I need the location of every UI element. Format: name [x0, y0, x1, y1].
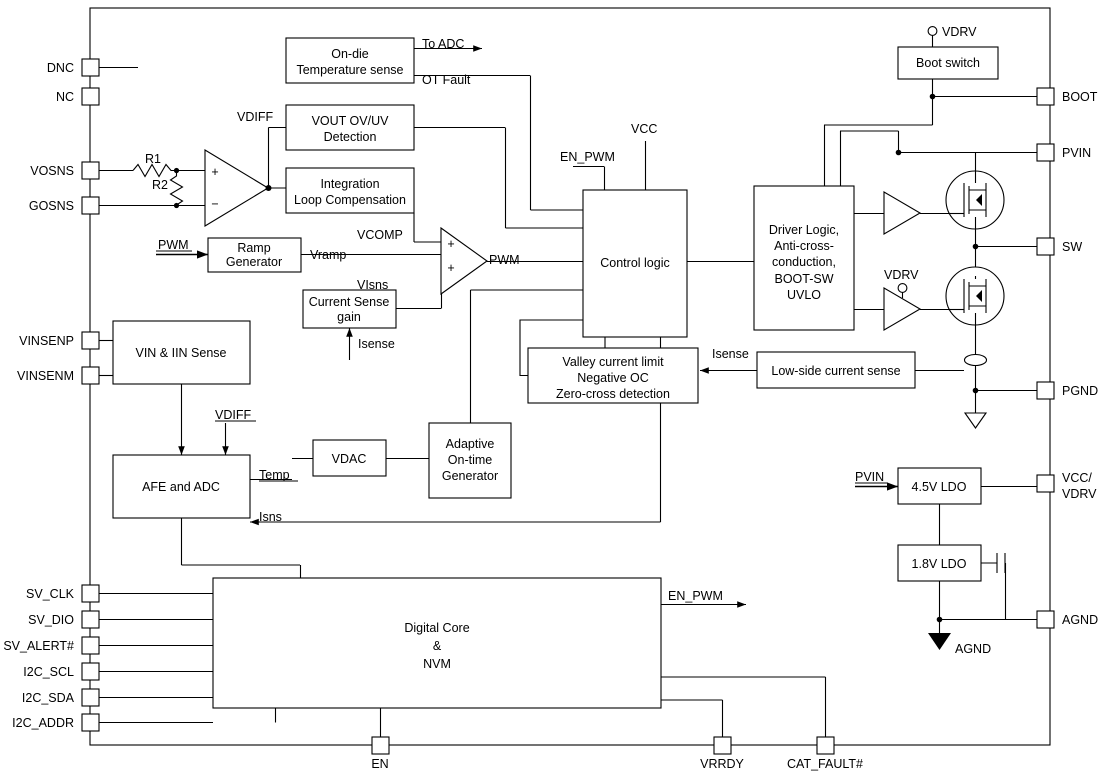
pin-pad-dnc	[82, 59, 99, 76]
block-label: Anti-cross-	[774, 239, 834, 253]
pgnd-ground-symbol	[965, 413, 986, 428]
block-label: Valley current limit	[562, 355, 664, 369]
pin-label-sv-clk: SV_CLK	[26, 587, 74, 601]
pin-pad-nc	[82, 88, 99, 105]
pin-label-gosns: GOSNS	[28, 199, 74, 213]
block-label: Adaptive	[445, 437, 495, 451]
block-label: VIN & IIN Sense	[135, 346, 227, 360]
label-vdrv-mid: VDRV	[884, 268, 919, 282]
block-label: Integration	[320, 177, 380, 191]
label-isns: Isns	[259, 510, 282, 524]
pin-pad-i2c-sda	[82, 689, 99, 706]
signal-labels	[145, 25, 991, 656]
pin-pad-boot	[1037, 88, 1054, 105]
block-label: Zero-cross detection	[556, 387, 670, 401]
label-pvin-ldo: PVIN	[855, 470, 885, 484]
block-label: BOOT-SW	[774, 272, 834, 286]
pin-pad-vinsenp	[82, 332, 99, 349]
block-label: Detection	[323, 130, 377, 144]
pin-pad-sv-alert	[82, 637, 99, 654]
block-label: Control logic	[600, 256, 670, 270]
block-label: Current Sense	[308, 295, 390, 309]
pin-label-nc: NC	[55, 90, 74, 104]
pin-pad-sw	[1037, 238, 1054, 255]
block-label: Driver Logic,	[768, 223, 840, 237]
pin-label-cat-fault: CAT_FAULT#	[787, 757, 863, 771]
label-vdrv-top: VDRV	[942, 25, 977, 39]
block-label: &	[432, 639, 442, 653]
block-label: Digital Core	[404, 621, 470, 635]
label-isense-bottom: Isense	[358, 337, 395, 351]
block-label: VDAC	[331, 452, 367, 466]
pin-label-agnd: AGND	[1062, 613, 1099, 627]
block-label: Ramp	[237, 241, 271, 255]
pin-pad-sv-dio	[82, 611, 99, 628]
block-label: On-die	[331, 47, 369, 61]
pin-label-vinsenm: VINSENM	[17, 369, 74, 383]
pin-pad-vinsenm	[82, 367, 99, 384]
label-isense-ls: Isense	[712, 347, 749, 361]
pin-pad-vrrdy	[714, 737, 731, 754]
pin-label-sw: SW	[1062, 240, 1083, 254]
feedback-network	[99, 128, 286, 227]
pin-label-i2c-addr: I2C_ADDR	[12, 716, 74, 730]
label-temp: Temp	[259, 468, 290, 482]
pin-label-pgnd: PGND	[1062, 384, 1099, 398]
pin-pad-i2c-addr	[82, 714, 99, 731]
label-to-adc: To ADC	[422, 37, 465, 51]
pin-pad-sv-clk	[82, 585, 99, 602]
comparator-plus-sign-2: +	[447, 261, 455, 275]
pin-pad-cat-fault	[817, 737, 834, 754]
pin-pad-gosns	[82, 197, 99, 214]
label-vdiff-afe: VDIFF	[215, 408, 252, 422]
block-rects	[113, 38, 998, 708]
block-label: AFE and ADC	[142, 480, 220, 494]
block-label: UVLO	[786, 288, 822, 302]
pin-label-pvin: PVIN	[1062, 146, 1092, 160]
current-sense-element	[965, 355, 987, 366]
block-label: On-time	[447, 453, 493, 467]
pin-label-sv-dio: SV_DIO	[28, 613, 74, 627]
block-label: gain	[337, 310, 361, 324]
pin-pad-agnd	[1037, 611, 1054, 628]
label-agnd-symbol: AGND	[955, 642, 992, 656]
pin-pad-i2c-scl	[82, 663, 99, 680]
block-label: VOUT OV/UV	[311, 114, 389, 128]
block-label: conduction,	[772, 255, 836, 269]
label-pwm-input: PWM	[158, 238, 189, 252]
block-label: Generator	[225, 255, 283, 269]
pin-pad-pgnd	[1037, 382, 1054, 399]
label-en-pwm-out: EN_PWM	[668, 589, 723, 603]
pin-label-en: EN	[371, 757, 389, 771]
pin-pad-en	[372, 737, 389, 754]
comparator-plus-sign: +	[447, 237, 455, 251]
block-label: 1.8V LDO	[911, 557, 967, 571]
block-label: 4.5V LDO	[911, 480, 967, 494]
pin-label-dnc: DNC	[46, 61, 74, 75]
pin-label-vosns: VOSNS	[30, 164, 74, 178]
label-visns: VIsns	[357, 278, 389, 292]
block-label: Generator	[441, 469, 499, 483]
pin-label-vrrdy: VRRDY	[700, 757, 744, 771]
block-label: Negative OC	[577, 371, 649, 385]
block-label: Loop Compensation	[294, 193, 406, 207]
pin-label-vinsenp: VINSENP	[19, 334, 74, 348]
pin-pad-vosns	[82, 162, 99, 179]
label-vcc-top: VCC	[631, 122, 658, 136]
difference-amplifier	[205, 150, 268, 226]
amp-plus-sign: +	[211, 165, 219, 179]
pin-label-boot: BOOT	[1062, 90, 1098, 104]
block-label: Temperature sense	[296, 63, 404, 77]
label-r1: R1	[145, 152, 161, 166]
label-ot-fault: OT Fault	[422, 73, 471, 87]
block-label: NVM	[423, 657, 451, 671]
label-vcomp: VCOMP	[357, 228, 403, 242]
label-vramp: Vramp	[310, 248, 347, 262]
label-pwm-comp: PWM	[489, 253, 520, 267]
pin-label-vcc: VCC/	[1062, 471, 1092, 485]
label-vdiff-top: VDIFF	[237, 110, 274, 124]
pin-label-vdrv: VDRV	[1062, 487, 1097, 501]
pin-label-i2c-sda: I2C_SDA	[21, 691, 74, 705]
pin-pad-pvin	[1037, 144, 1054, 161]
amp-minus-sign: −	[211, 197, 219, 211]
pin-pad-vcc-vdrv	[1037, 475, 1054, 492]
pin-label-sv-alert: SV_ALERT#	[3, 639, 74, 653]
label-r2: R2	[152, 178, 168, 192]
block-label: Boot switch	[916, 56, 980, 70]
pin-label-i2c-scl: I2C_SCL	[23, 665, 74, 679]
agnd-ground-symbol	[928, 633, 951, 650]
high-side-driver	[884, 192, 920, 234]
label-en-pwm-top: EN_PWM	[560, 150, 615, 164]
block-label: Low-side current sense	[771, 364, 901, 378]
